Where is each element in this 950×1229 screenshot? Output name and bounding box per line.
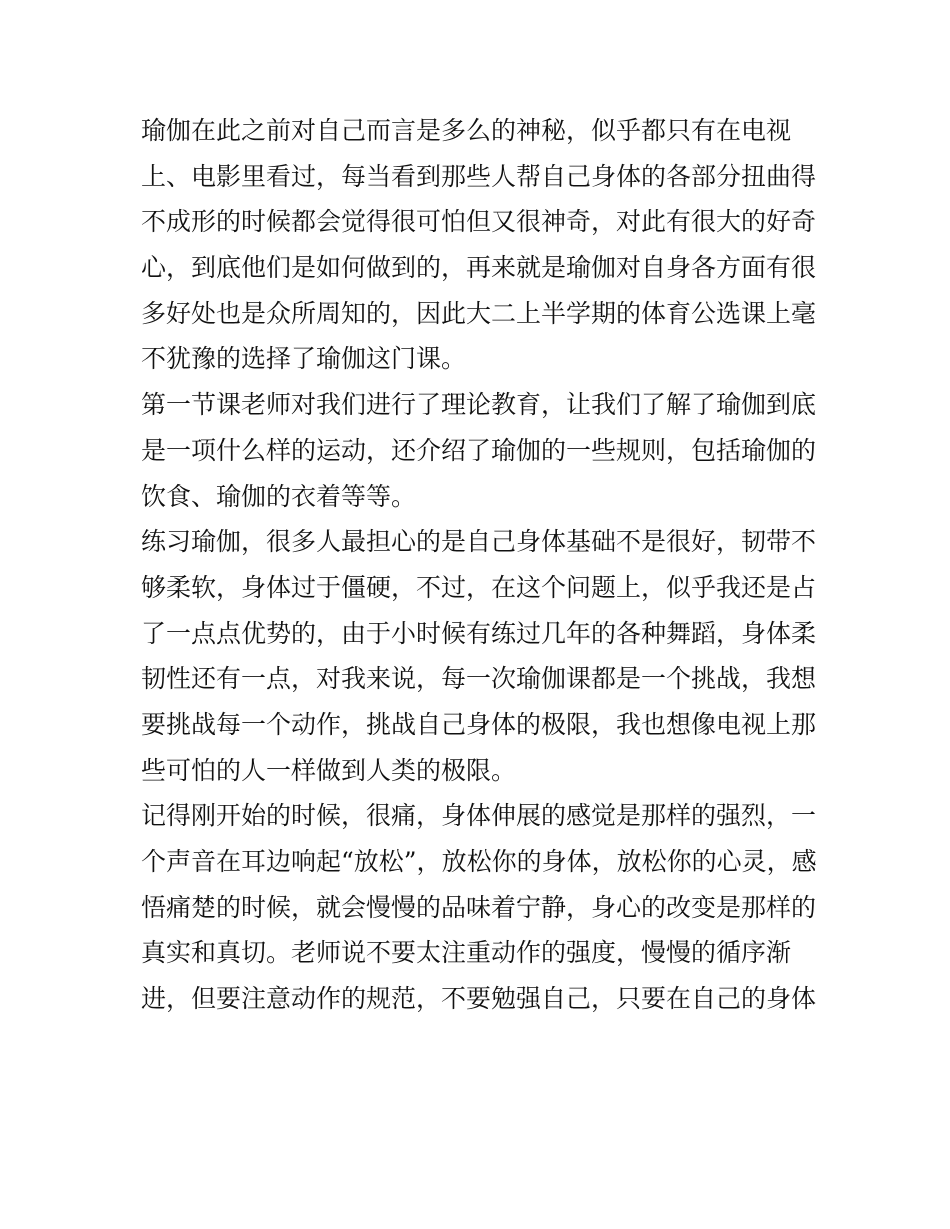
text-line: 不犹豫的选择了瑜伽这门课。 bbox=[141, 344, 467, 374]
text-line: 个声音在耳边响起“放松”，放松你的身体，放松你的心灵，感 bbox=[141, 847, 817, 876]
text-line: 韧性还有一点，对我来说，每一次瑜伽课都是一个挑战，我想 bbox=[141, 664, 817, 694]
text-line: 了一点点优势的，由于小时候有练过几年的各种舞蹈，身体柔 bbox=[141, 618, 817, 648]
text-line: 不成形的时候都会觉得很可怕但又很神奇，对此有很大的好奇 bbox=[141, 207, 817, 237]
text-line: 练习瑜伽，很多人最担心的是自己身体基础不是很好，韧带不 bbox=[141, 527, 817, 557]
text-line: 真实和真切。老师说不要太注重动作的强度，慢慢的循序渐 bbox=[141, 938, 792, 968]
text-line: 心，到底他们是如何做到的，再来就是瑜伽对自身各方面有很 bbox=[141, 253, 817, 283]
text-line: 第一节课老师对我们进行了理论教育，让我们了解了瑜伽到底 bbox=[141, 390, 817, 420]
text-line: 悟痛楚的时候，就会慢慢的品味着宁静，身心的改变是那样的 bbox=[141, 892, 817, 922]
text-line: 进，但要注意动作的规范，不要勉强自己，只要在自己的身体 bbox=[141, 984, 817, 1014]
text-line: 是一项什么样的运动，还介绍了瑜伽的一些规则，包括瑜伽的 bbox=[141, 435, 817, 465]
text-line: 多好处也是众所周知的，因此大二上半学期的体育公选课上毫 bbox=[141, 298, 817, 328]
text-line: 些可怕的人一样做到人类的极限。 bbox=[141, 755, 517, 785]
text-line: 够柔软，身体过于僵硬，不过，在这个问题上，似乎我还是占 bbox=[141, 572, 817, 602]
text-line: 上、电影里看过，每当看到那些人帮自己身体的各部分扭曲得 bbox=[141, 161, 817, 191]
text-line: 记得刚开始的时候，很痛，身体伸展的感觉是那样的强烈，一 bbox=[141, 801, 817, 831]
text-line: 瑜伽在此之前对自己而言是多么的神秘，似乎都只有在电视 bbox=[141, 116, 792, 145]
text-line: 要挑战每一个动作，挑战自己身体的极限，我也想像电视上那 bbox=[141, 709, 817, 739]
document-body bbox=[141, 108, 821, 1022]
text-line: 饮食、瑜伽的衣着等等。 bbox=[141, 481, 417, 511]
